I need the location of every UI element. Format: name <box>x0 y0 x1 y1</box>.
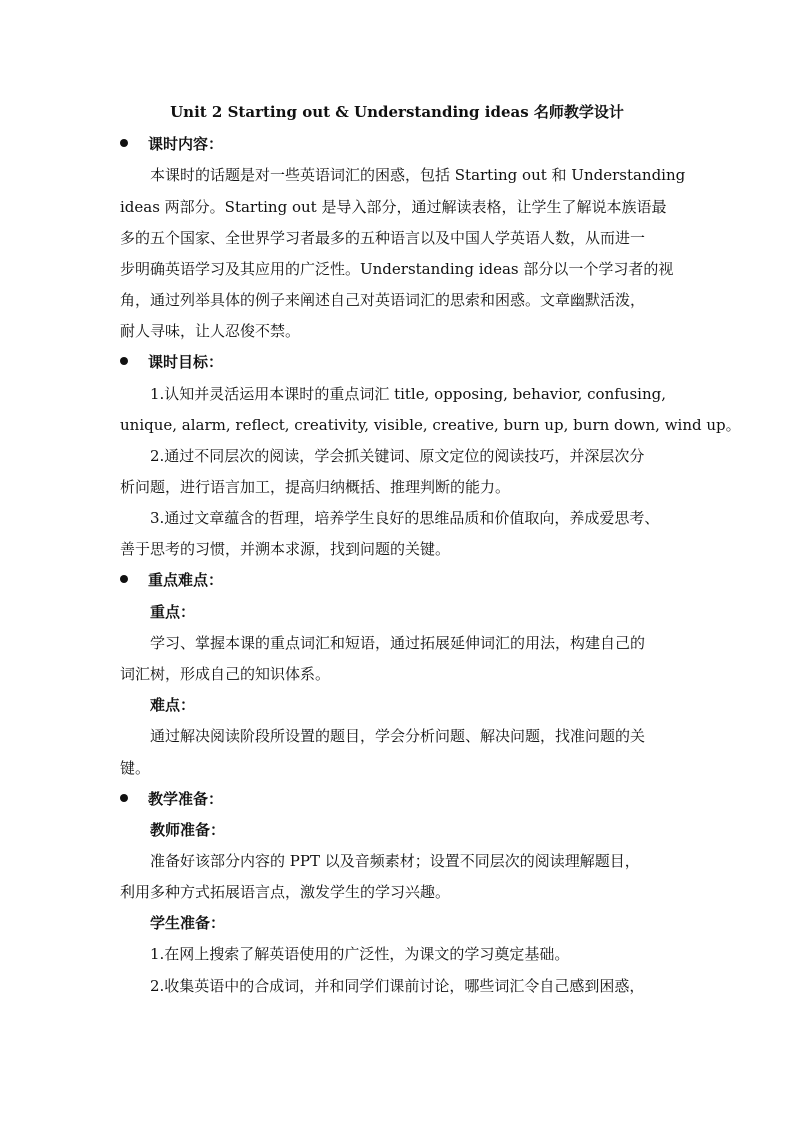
student-prep-line: 2.收集英语中的合成词，并和同学们课前讨论，哪些词汇令自己感到困惑， <box>150 977 645 995</box>
goal-line: 析问题，进行语言加工，提高归纳概括、推理判断的能力。 <box>120 478 511 496</box>
bullet-icon <box>120 357 128 365</box>
bullet-icon <box>120 794 128 802</box>
bullet-icon <box>120 575 128 583</box>
difficult-points-label: 难点： <box>150 696 196 714</box>
teacher-prep-label: 教师准备： <box>150 821 226 839</box>
key-points-label: 重点： <box>150 603 196 621</box>
difficult-points-line: 通过解决阅读阶段所设置的题目，学会分析问题、解决问题，找准问题的关 <box>150 727 646 745</box>
content-line: 角，通过列举具体的例子来阐述自己对英语词汇的思索和困惑。文章幽默活泼， <box>120 291 646 309</box>
goal-line: unique, alarm, reflect, creativity, visible, creative, burn up, burn down, wind up。 <box>120 416 741 434</box>
section-heading-preparation: 教学准备： <box>120 788 223 809</box>
document-title: Unit 2 Starting out & Understanding ideas 名师教学设计 <box>170 103 624 121</box>
difficult-points-line: 键。 <box>120 759 151 777</box>
goal-line: 1.认知并灵活运用本课时的重点词汇 title, opposing, behavior, confusing, <box>150 385 666 403</box>
content-line: ideas 两部分。Starting out 是导入部分，通过解读表格，让学生了解说本族语最 <box>120 198 667 216</box>
section-heading-content: 课时内容： <box>120 133 223 154</box>
section-heading-goals: 课时目标： <box>120 351 223 372</box>
content-line: 耐人寻味，让人忍俊不禁。 <box>120 322 301 340</box>
content-line: 多的五个国家、全世界学习者最多的五种语言以及中国人学英语人数，从而进一 <box>120 229 646 247</box>
bullet-icon <box>120 139 128 147</box>
content-line: 步明确英语学习及其应用的广泛性。Understanding ideas 部分以一个学习者的视 <box>120 260 674 278</box>
teacher-prep-line: 准备好该部分内容的 PPT 以及音频素材；设置不同层次的阅读理解题目， <box>150 852 640 870</box>
goal-line: 善于思考的习惯，并溯本求源，找到问题的关键。 <box>120 540 451 558</box>
goal-line: 3.通过文章蕴含的哲理，培养学生良好的思维品质和价值取向，养成爱思考、 <box>150 509 660 527</box>
goal-line: 2.通过不同层次的阅读，学会抓关键词、原文定位的阅读技巧，并深层次分 <box>150 447 645 465</box>
key-points-line: 学习、掌握本课的重点词汇和短语，通过拓展延伸词汇的用法，构建自己的 <box>150 634 646 652</box>
section-heading-difficulty: 重点难点： <box>120 569 223 590</box>
student-prep-line: 1.在网上搜索了解英语使用的广泛性，为课文的学习奠定基础。 <box>150 945 570 963</box>
key-points-line: 词汇树，形成自己的知识体系。 <box>120 665 331 683</box>
teacher-prep-line: 利用多种方式拓展语言点，激发学生的学习兴趣。 <box>120 883 451 901</box>
content-line: 本课时的话题是对一些英语词汇的困惑，包括 Starting out 和 Understanding <box>150 166 686 184</box>
student-prep-label: 学生准备： <box>150 914 226 932</box>
